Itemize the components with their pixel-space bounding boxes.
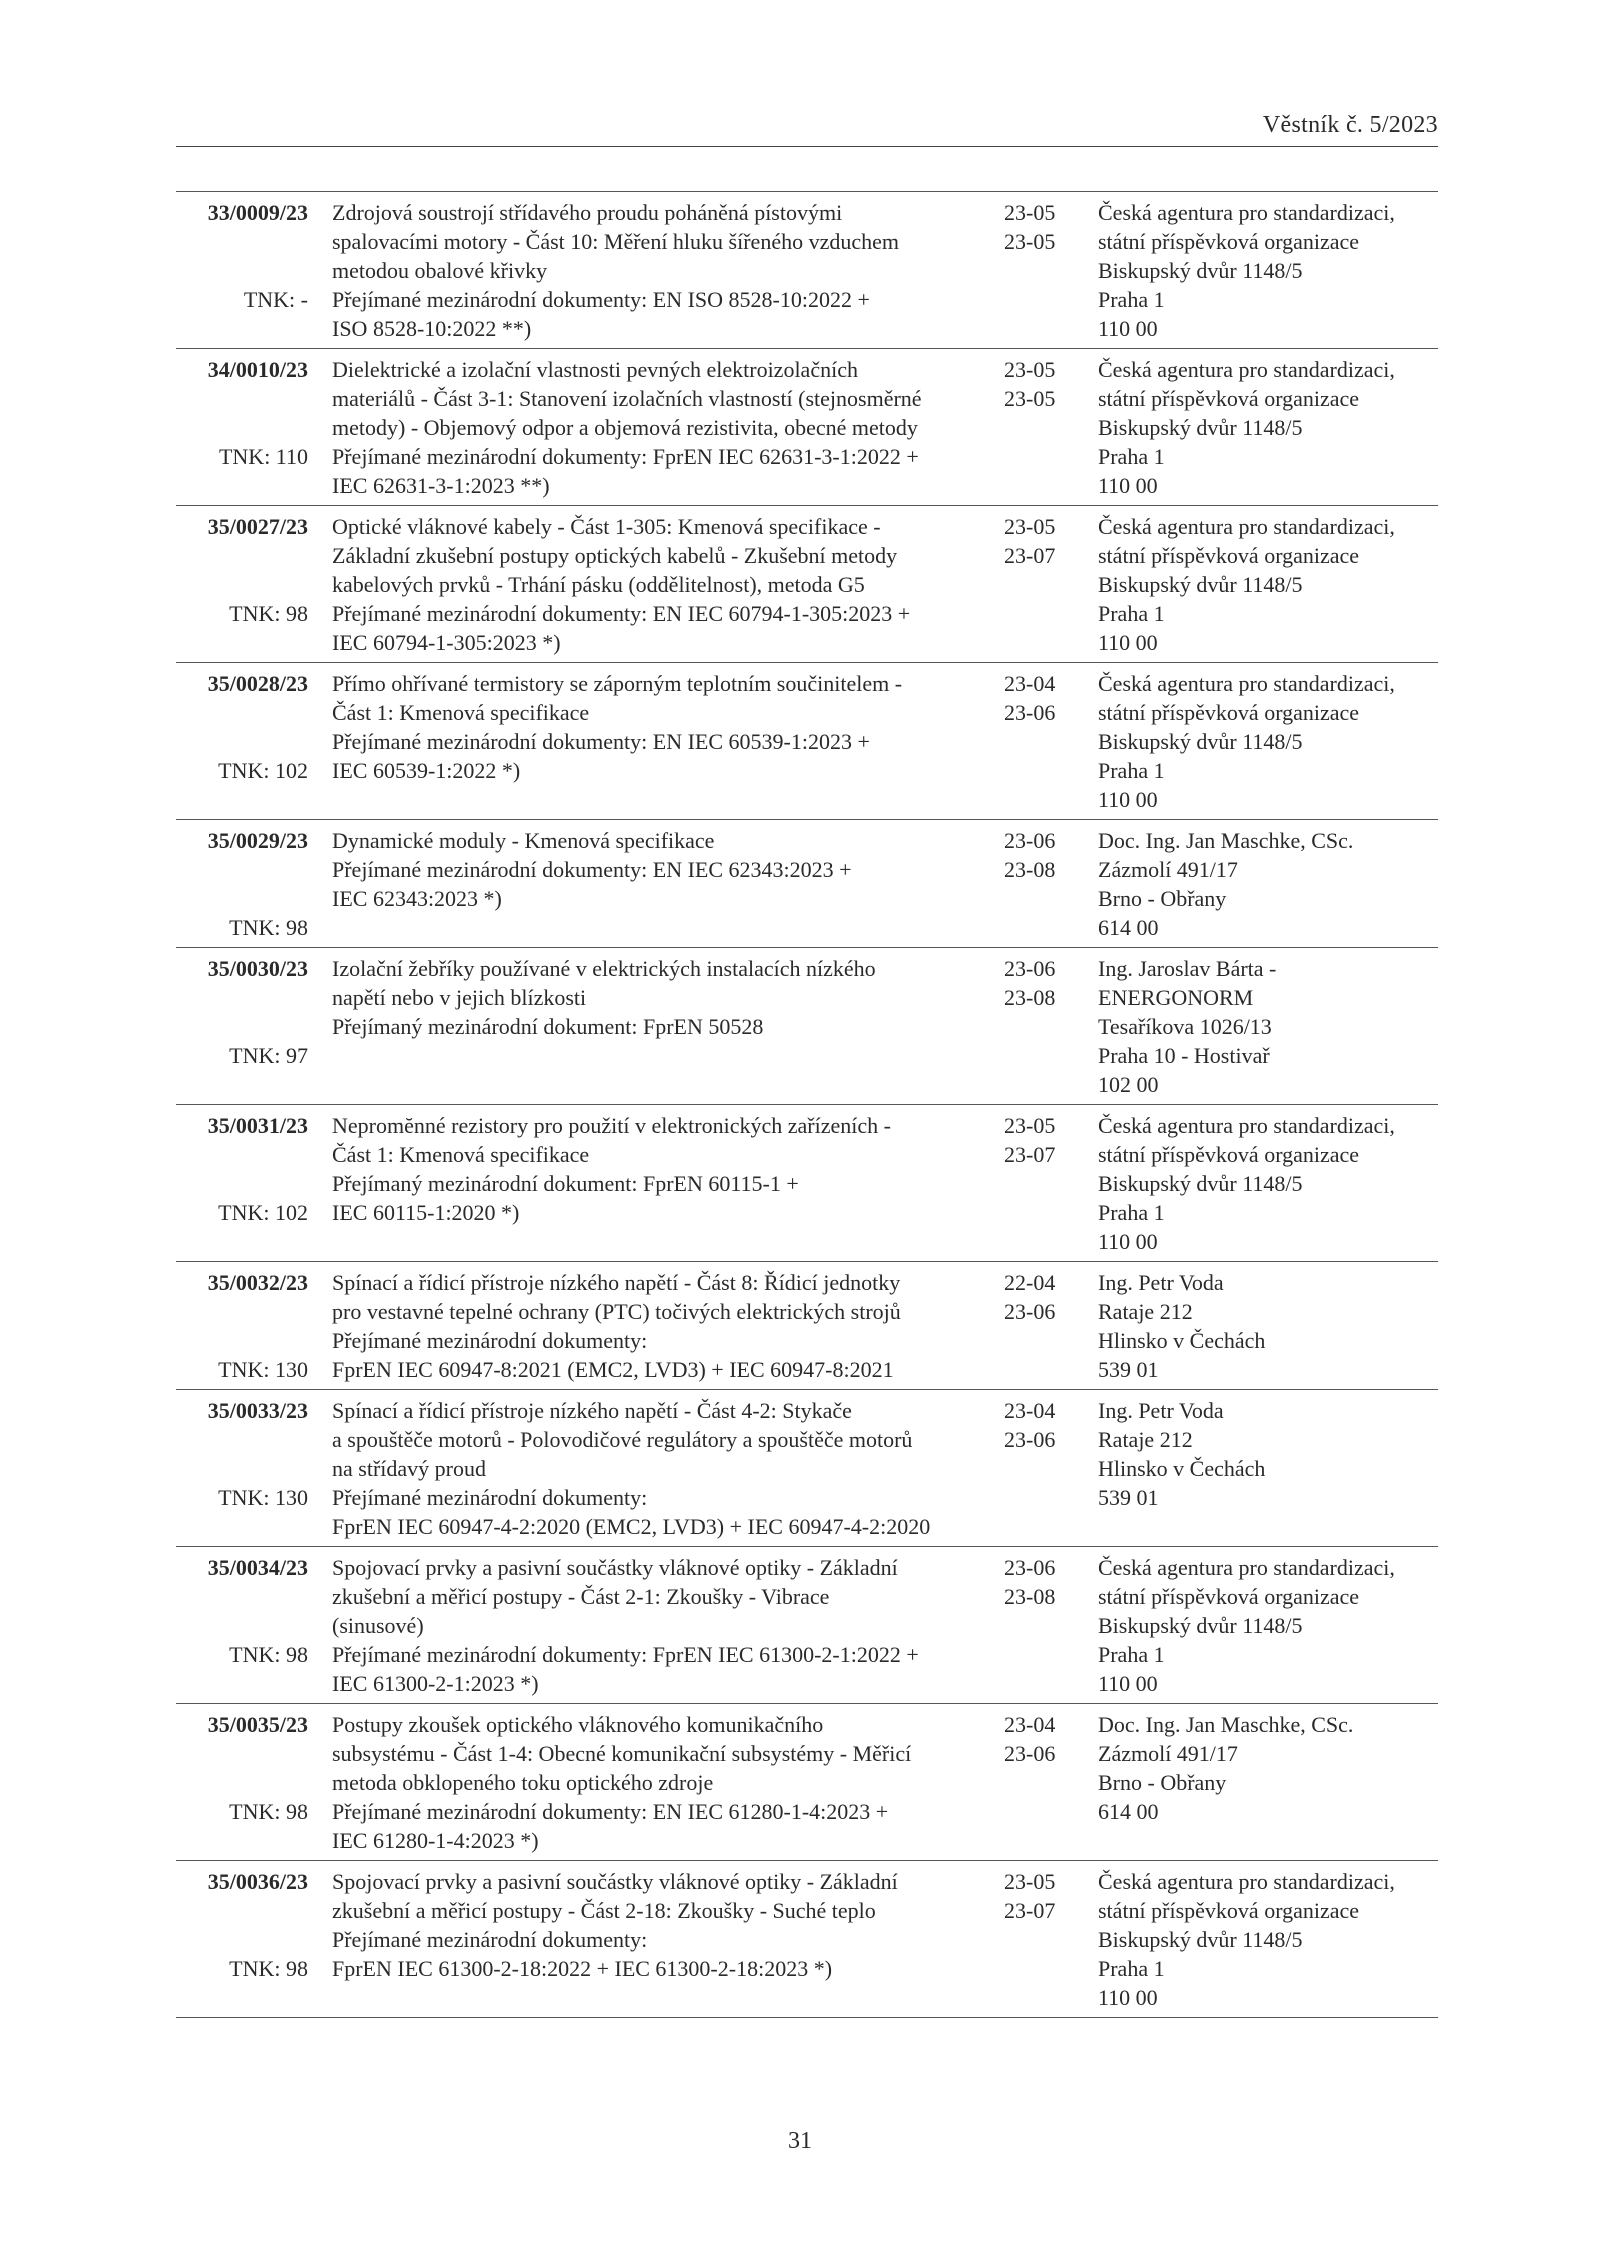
description — [332, 669, 903, 785]
id-column — [176, 198, 308, 344]
contact-line: Česká agentura pro standardizaci, — [1098, 671, 1395, 696]
description — [332, 1396, 931, 1541]
journal-title: Věstník č. 5/2023 — [1262, 112, 1438, 138]
date-value: 23-07 — [1004, 1898, 1056, 1923]
registration-number: 35/0028/23 — [207, 671, 308, 696]
contact-line: Tesaříkova 1026/13 — [1098, 1014, 1272, 1039]
description-line: Zdrojová soustrojí střídavého proudu poháněná pístovými — [332, 200, 843, 225]
description-line: zkušební a měřicí postupy - Část 2-18: Zkoušky - Suché teplo — [332, 1898, 876, 1923]
contact-line: Biskupský dvůr 1148/5 — [1098, 1171, 1303, 1196]
contact-line: Praha 1 — [1098, 287, 1165, 312]
tnk-label: TNK: 98 — [229, 915, 308, 940]
tnk-label: TNK: 97 — [229, 1043, 308, 1068]
description-line: Postupy zkoušek optického vláknového komunikačního — [332, 1712, 824, 1737]
contact-line: Česká agentura pro standardizaci, — [1098, 1113, 1395, 1138]
id-column — [176, 826, 308, 943]
description-line: Přejímané mezinárodní dokumenty: FprEN IEC 62631-3-1:2022 + — [332, 444, 919, 469]
contact-line: Česká agentura pro standardizaci, — [1098, 1555, 1395, 1580]
contact-line: Biskupský dvůr 1148/5 — [1098, 1927, 1303, 1952]
contact-line: Rataje 212 — [1098, 1427, 1193, 1452]
contact-line: Praha 1 — [1098, 1200, 1165, 1225]
contact-address — [1098, 1867, 1438, 2012]
contact-line: ENERGONORM — [1098, 985, 1254, 1010]
contact-line: 539 01 — [1098, 1485, 1159, 1510]
contact-line: Praha 1 — [1098, 758, 1165, 783]
contact-line: 110 00 — [1098, 787, 1158, 812]
description-line: spalovacími motory - Část 10: Měření hluku šířeného vzduchem — [332, 229, 899, 254]
date-value: 23-08 — [1004, 985, 1056, 1010]
tnk-label: TNK: 102 — [218, 758, 308, 783]
dates — [1004, 512, 1074, 570]
description — [332, 826, 852, 913]
dates — [1004, 1111, 1074, 1169]
contact-line: 102 00 — [1098, 1072, 1159, 1097]
description-line: metody) - Objemový odpor a objemová rezistivita, obecné metody — [332, 415, 918, 440]
table-row — [176, 663, 1438, 820]
contact-line: státní příspěvková organizace — [1098, 386, 1360, 411]
description-line: subsystému - Část 1-4: Obecné komunikační subsystémy - Měřicí — [332, 1741, 912, 1766]
registration-number: 34/0010/23 — [207, 357, 308, 382]
contact-line: Doc. Ing. Jan Maschke, CSc. — [1098, 828, 1354, 853]
id-column — [176, 1268, 308, 1385]
description-line: Dynamické moduly - Kmenová specifikace — [332, 828, 715, 853]
date-value: 23-06 — [1004, 956, 1056, 981]
date-value: 23-06 — [1004, 1555, 1056, 1580]
description — [332, 1268, 901, 1384]
description-line: IEC 60115-1:2020 *) — [332, 1200, 520, 1225]
table-row — [176, 1861, 1438, 2018]
contact-line: 110 00 — [1098, 1985, 1158, 2010]
tnk-label: TNK: 98 — [229, 601, 308, 626]
table-row — [176, 192, 1438, 349]
tnk-label: TNK: 98 — [229, 1956, 308, 1981]
contact-line: Ing. Jaroslav Bárta - — [1098, 956, 1277, 981]
tnk-label: TNK: 98 — [229, 1642, 308, 1667]
description-line: Izolační žebříky používané v elektrických instalacích nízkého — [332, 956, 876, 981]
id-column — [176, 1867, 308, 2013]
contact-line: Hlinsko v Čechách — [1098, 1456, 1266, 1481]
contact-address — [1098, 355, 1438, 500]
contact-address — [1098, 826, 1438, 942]
id-column — [176, 669, 308, 815]
date-value: 23-06 — [1004, 1741, 1056, 1766]
registration-number: 35/0035/23 — [207, 1712, 308, 1737]
date-value: 23-07 — [1004, 1142, 1056, 1167]
date-value: 23-04 — [1004, 1712, 1056, 1737]
tnk-label: TNK: 110 — [218, 444, 308, 469]
table-row — [176, 1704, 1438, 1861]
contact-line: Praha 10 - Hostivař — [1098, 1043, 1270, 1068]
date-value: 23-08 — [1004, 1584, 1056, 1609]
contact-line: 110 00 — [1098, 630, 1158, 655]
description — [332, 954, 876, 1041]
table-row — [176, 948, 1438, 1105]
dates — [1004, 1268, 1074, 1326]
contact-line: Praha 1 — [1098, 601, 1165, 626]
description-line: Přejímané mezinárodní dokumenty: — [332, 1485, 648, 1510]
date-value: 22-04 — [1004, 1270, 1056, 1295]
dates — [1004, 669, 1074, 727]
description-line: zkušební a měřicí postupy - Část 2-1: Zkoušky - Vibrace — [332, 1584, 830, 1609]
contact-line: Biskupský dvůr 1148/5 — [1098, 258, 1303, 283]
contact-address — [1098, 198, 1438, 343]
description-line: IEC 61300-2-1:2023 *) — [332, 1671, 539, 1696]
description-line: Dielektrické a izolační vlastnosti pevných elektroizolačních — [332, 357, 858, 382]
contact-address — [1098, 1268, 1438, 1384]
date-value: 23-06 — [1004, 1299, 1056, 1324]
table-row — [176, 506, 1438, 663]
description-line: Přímo ohřívané termistory se záporným teplotním součinitelem - — [332, 671, 903, 696]
description-line: IEC 62631-3-1:2023 **) — [332, 473, 550, 498]
contact-line: Zázmolí 491/17 — [1098, 857, 1238, 882]
dates — [1004, 954, 1074, 1012]
contact-line: 110 00 — [1098, 1671, 1158, 1696]
contact-line: státní příspěvková organizace — [1098, 1898, 1360, 1923]
contact-line: Brno - Obřany — [1098, 1770, 1227, 1795]
contact-line: státní příspěvková organizace — [1098, 229, 1360, 254]
contact-address — [1098, 954, 1438, 1099]
standards-table — [176, 191, 1438, 2018]
description-line: Spojovací prvky a pasivní součástky vláknové optiky - Základní — [332, 1555, 898, 1580]
id-column — [176, 355, 308, 501]
description — [332, 1111, 891, 1227]
contact-line: Česká agentura pro standardizaci, — [1098, 357, 1395, 382]
registration-number: 35/0036/23 — [207, 1869, 308, 1894]
description-line: (sinusové) — [332, 1613, 424, 1638]
description-line: Přejímané mezinárodní dokumenty: EN IEC 62343:2023 + — [332, 857, 852, 882]
date-value: 23-06 — [1004, 1427, 1056, 1452]
tnk-label: TNK: 130 — [218, 1485, 308, 1510]
description-line: napětí nebo v jejich blízkosti — [332, 985, 587, 1010]
contact-line: Ing. Petr Voda — [1098, 1270, 1224, 1295]
description-line: Přejímané mezinárodní dokumenty: EN IEC 60794-1-305:2023 + — [332, 601, 911, 626]
description-line: Část 1: Kmenová specifikace — [332, 700, 590, 725]
contact-line: Doc. Ing. Jan Maschke, CSc. — [1098, 1712, 1354, 1737]
id-column — [176, 1710, 308, 1856]
date-value: 23-05 — [1004, 1869, 1056, 1894]
description-line: kabelových prvků - Trhání pásku (oddělitelnost), metoda G5 — [332, 572, 865, 597]
contact-line: Ing. Petr Voda — [1098, 1398, 1224, 1423]
contact-line: Brno - Obřany — [1098, 886, 1227, 911]
date-value: 23-05 — [1004, 386, 1056, 411]
registration-number: 35/0032/23 — [207, 1270, 308, 1295]
contact-line: Biskupský dvůr 1148/5 — [1098, 1613, 1303, 1638]
description-line: metoda obklopeného toku optického zdroje — [332, 1770, 714, 1795]
description-line: Spínací a řídicí přístroje nízkého napětí - Část 4-2: Stykače — [332, 1398, 852, 1423]
date-value: 23-05 — [1004, 229, 1056, 254]
contact-line: státní příspěvková organizace — [1098, 1142, 1360, 1167]
description-line: a spouštěče motorů - Polovodičové regulátory a spouštěče motorů — [332, 1427, 913, 1452]
description — [332, 1553, 919, 1698]
page-header — [176, 112, 1438, 147]
contact-line: Praha 1 — [1098, 1642, 1165, 1667]
description-line: Přejímaný mezinárodní dokument: FprEN 60115-1 + — [332, 1171, 799, 1196]
date-value: 23-06 — [1004, 828, 1056, 853]
table-row — [176, 1390, 1438, 1547]
date-value: 23-04 — [1004, 671, 1056, 696]
contact-line: 110 00 — [1098, 316, 1158, 341]
contact-line: Česká agentura pro standardizaci, — [1098, 200, 1395, 225]
date-value: 23-05 — [1004, 514, 1056, 539]
contact-line: Česká agentura pro standardizaci, — [1098, 1869, 1395, 1894]
description-line: IEC 61280-1-4:2023 *) — [332, 1828, 539, 1853]
contact-line: Biskupský dvůr 1148/5 — [1098, 572, 1303, 597]
date-value: 23-05 — [1004, 200, 1056, 225]
dates — [1004, 355, 1074, 413]
registration-number: 35/0031/23 — [207, 1113, 308, 1138]
tnk-label: TNK: 102 — [218, 1200, 308, 1225]
contact-line: Praha 1 — [1098, 444, 1165, 469]
description-line: Přejímané mezinárodní dokumenty: — [332, 1927, 648, 1952]
table-row — [176, 1547, 1438, 1704]
description-line: Nepromĕnné rezistory pro použití v elektronických zařízeních - — [332, 1113, 891, 1138]
id-column — [176, 1553, 308, 1699]
dates — [1004, 1553, 1074, 1611]
contact-address — [1098, 512, 1438, 657]
contact-line: Rataje 212 — [1098, 1299, 1193, 1324]
contact-line: 614 00 — [1098, 1799, 1159, 1824]
date-value: 23-07 — [1004, 543, 1056, 568]
description — [332, 198, 899, 343]
id-column — [176, 954, 308, 1100]
contact-line: Hlinsko v Čechách — [1098, 1328, 1266, 1353]
description — [332, 1710, 912, 1855]
date-value: 23-05 — [1004, 1113, 1056, 1138]
description — [332, 512, 911, 657]
description-line: Spínací a řídicí přístroje nízkého napětí - Část 8: Řídicí jednotky — [332, 1270, 901, 1295]
description-line: FprEN IEC 60947-4-2:2020 (EMC2, LVD3) + IEC 60947-4-2:2020 — [332, 1514, 931, 1539]
contact-line: státní příspěvková organizace — [1098, 700, 1360, 725]
description-line: Přejímané mezinárodní dokumenty: EN IEC 61280-1-4:2023 + — [332, 1799, 889, 1824]
dates — [1004, 1867, 1074, 1925]
contact-address — [1098, 1111, 1438, 1256]
registration-number: 33/0009/23 — [207, 200, 308, 225]
description-line: Spojovací prvky a pasivní součástky vláknové optiky - Základní — [332, 1869, 898, 1894]
description-line: IEC 60794-1-305:2023 *) — [332, 630, 561, 655]
contact-line: 539 01 — [1098, 1357, 1159, 1382]
description-line: metodou obalové křivky — [332, 258, 548, 283]
registration-number: 35/0027/23 — [207, 514, 308, 539]
dates — [1004, 198, 1074, 256]
id-column — [176, 512, 308, 658]
contact-line: Biskupský dvůr 1148/5 — [1098, 415, 1303, 440]
description-line: Přejímané mezinárodní dokumenty: FprEN IEC 61300-2-1:2022 + — [332, 1642, 919, 1667]
dates — [1004, 1710, 1074, 1768]
description-line: Přejímané mezinárodní dokumenty: — [332, 1328, 648, 1353]
contact-line: Česká agentura pro standardizaci, — [1098, 514, 1395, 539]
contact-address — [1098, 1553, 1438, 1698]
date-value: 23-04 — [1004, 1398, 1056, 1423]
description-line: pro vestavné tepelné ochrany (PTC) točivých elektrických strojů — [332, 1299, 901, 1324]
table-row — [176, 1262, 1438, 1390]
contact-address — [1098, 1396, 1438, 1512]
contact-address — [1098, 669, 1438, 814]
registration-number: 35/0033/23 — [207, 1398, 308, 1423]
contact-line: Praha 1 — [1098, 1956, 1165, 1981]
contact-address — [1098, 1710, 1438, 1826]
contact-line: státní příspěvková organizace — [1098, 1584, 1360, 1609]
description-line: IEC 62343:2023 *) — [332, 886, 502, 911]
description-line: Přejímaný mezinárodní dokument: FprEN 50528 — [332, 1014, 764, 1039]
contact-line: státní příspěvková organizace — [1098, 543, 1360, 568]
id-column — [176, 1111, 308, 1257]
description-line: Optické vláknové kabely - Část 1-305: Kmenová specifikace - — [332, 514, 881, 539]
description — [332, 1867, 898, 1983]
date-value: 23-05 — [1004, 357, 1056, 382]
table-row — [176, 820, 1438, 948]
description-line: FprEN IEC 60947-8:2021 (EMC2, LVD3) + IEC 60947-8:2021 — [332, 1357, 894, 1382]
description-line: Základní zkušební postupy optických kabelů - Zkušební metody — [332, 543, 898, 568]
description-line: ISO 8528-10:2022 **) — [332, 316, 532, 341]
description-line: na střídavý proud — [332, 1456, 486, 1481]
contact-line: 110 00 — [1098, 1229, 1158, 1254]
description — [332, 355, 922, 500]
contact-line: 614 00 — [1098, 915, 1159, 940]
contact-line: Zázmolí 491/17 — [1098, 1741, 1238, 1766]
description-line: Přejímané mezinárodní dokumenty: EN IEC 60539-1:2023 + — [332, 729, 870, 754]
description-line: IEC 60539-1:2022 *) — [332, 758, 521, 783]
contact-line: 110 00 — [1098, 473, 1158, 498]
dates — [1004, 826, 1074, 884]
registration-number: 35/0030/23 — [207, 956, 308, 981]
table-row — [176, 1105, 1438, 1262]
page-number: 31 — [788, 2128, 812, 2154]
tnk-label: TNK: 130 — [218, 1357, 308, 1382]
registration-number: 35/0034/23 — [207, 1555, 308, 1580]
contact-line: Biskupský dvůr 1148/5 — [1098, 729, 1303, 754]
description-line: FprEN IEC 61300-2-18:2022 + IEC 61300-2-18:2023 *) — [332, 1956, 833, 1981]
id-column — [176, 1396, 308, 1542]
registration-number: 35/0029/23 — [207, 828, 308, 853]
description-line: materiálů - Část 3-1: Stanovení izolačních vlastností (stejnosměrné — [332, 386, 922, 411]
tnk-label: TNK: 98 — [229, 1799, 308, 1824]
date-value: 23-06 — [1004, 700, 1056, 725]
description-line: Část 1: Kmenová specifikace — [332, 1142, 590, 1167]
table-row — [176, 349, 1438, 506]
dates — [1004, 1396, 1074, 1454]
date-value: 23-08 — [1004, 857, 1056, 882]
tnk-label: TNK: - — [243, 287, 308, 312]
description-line: Přejímané mezinárodní dokumenty: EN ISO 8528-10:2022 + — [332, 287, 870, 312]
